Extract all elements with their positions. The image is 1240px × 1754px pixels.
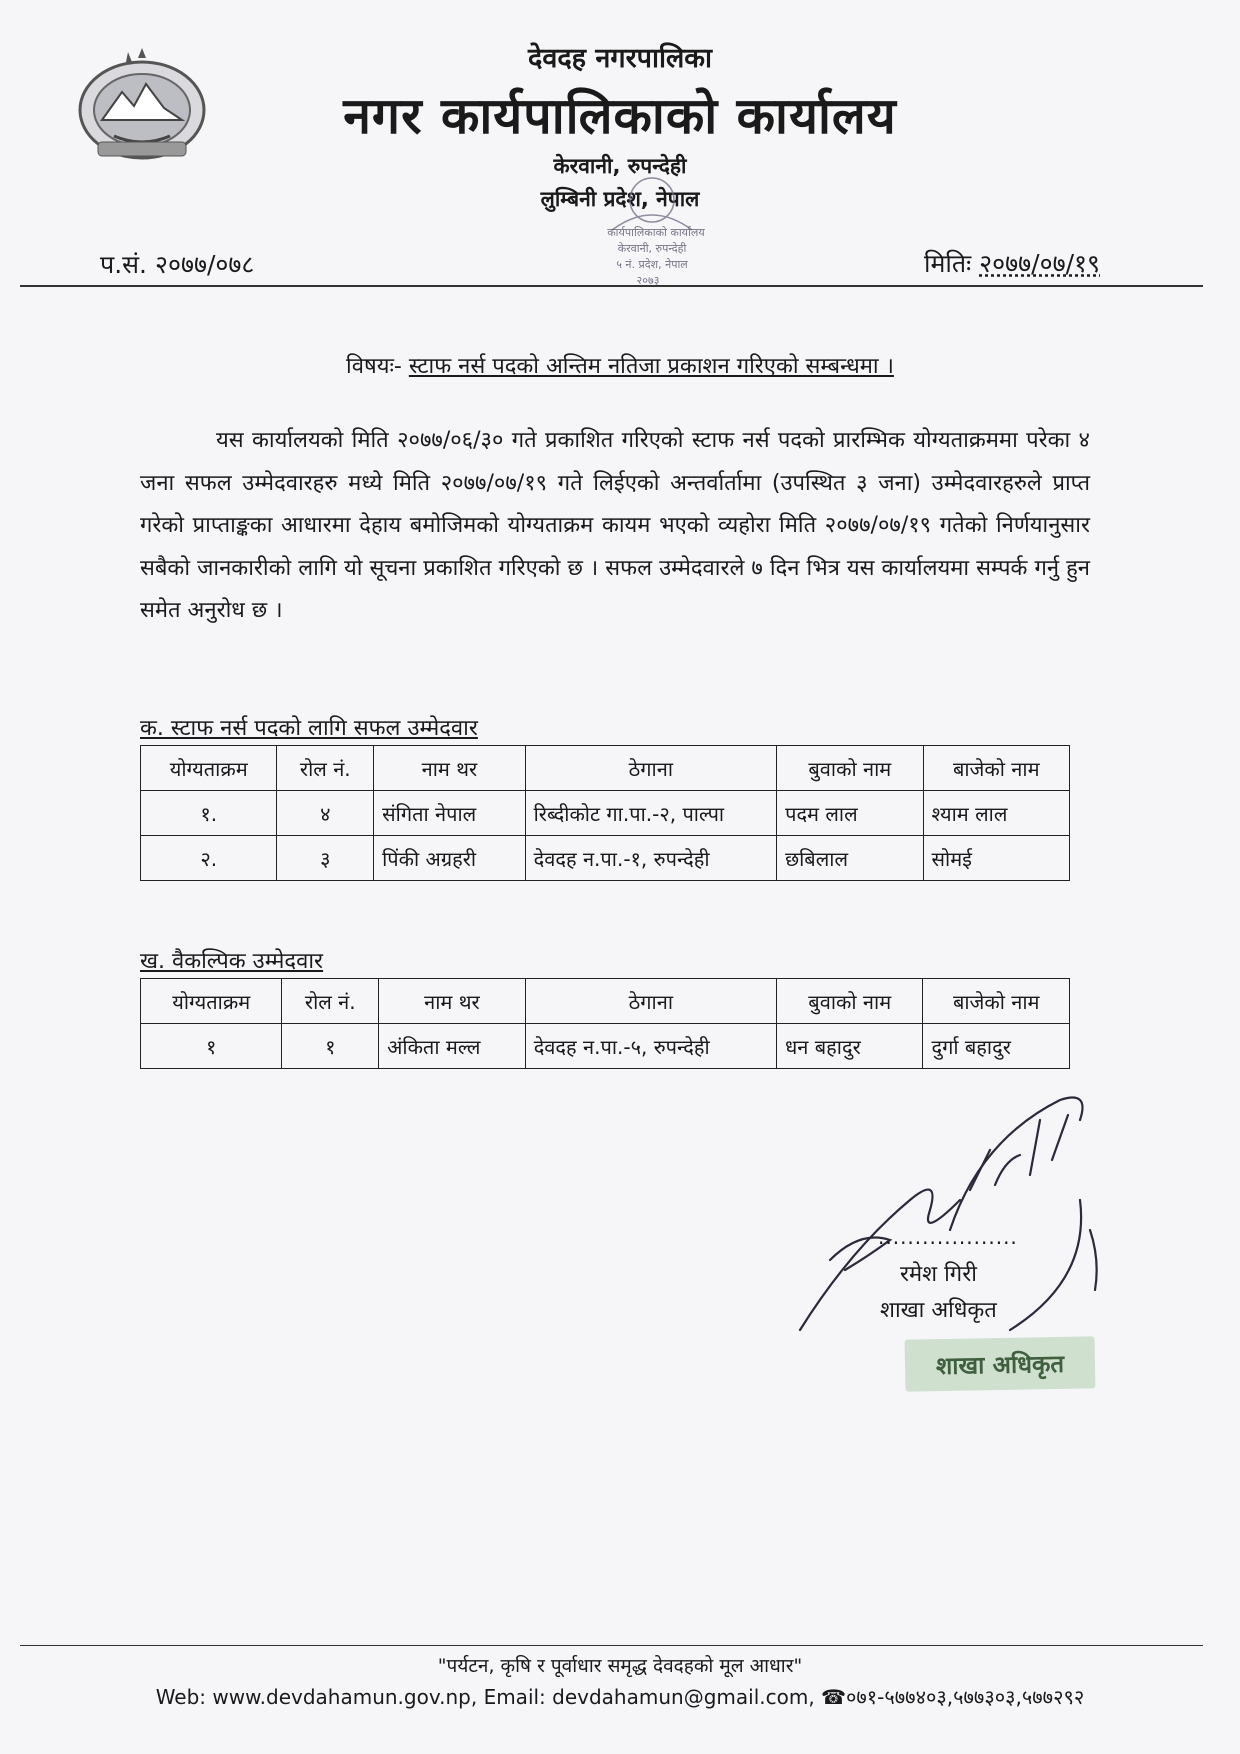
cell-roll: ४ <box>277 791 374 836</box>
letter-date <box>924 246 1100 280</box>
cell-address: देवदह न.पा.-५, रुपन्देही <box>525 1024 776 1069</box>
table-header-row <box>141 746 1070 791</box>
date-value: २०७७/०७/१९ <box>979 249 1100 278</box>
seal-text-line4: २०७३ <box>636 274 660 287</box>
col-grandfather: बाजेको नाम <box>923 979 1070 1024</box>
section-b-title: ख. वैकल्पिक उम्मेदवार <box>140 949 324 974</box>
col-name: नाम थर <box>379 979 526 1024</box>
subject-line <box>0 350 1240 380</box>
cell-roll: १ <box>282 1024 379 1069</box>
cell-address: देवदह न.पा.-१, रुपन्देही <box>525 836 776 881</box>
table-row <box>141 791 1070 836</box>
designation-stamp: शाखा अधिकृत <box>905 1336 1096 1391</box>
col-address: ठेगाना <box>525 979 776 1024</box>
cell-father: छबिलाल <box>777 836 923 881</box>
office-name: नगर कार्यपालिकाको कार्यालय <box>343 87 897 145</box>
cell-roll: ३ <box>277 836 374 881</box>
col-father: बुवाको नाम <box>777 746 923 791</box>
cell-name: अंकिता मल्ल <box>379 1024 526 1069</box>
office-location-line2: लुम्बिनी प्रदेश, नेपाल <box>540 187 700 211</box>
alternate-candidates-table <box>140 978 1070 1069</box>
cell-rank: १. <box>141 791 277 836</box>
footer-divider <box>20 1645 1203 1646</box>
header-divider <box>20 285 1203 287</box>
cell-father: पदम लाल <box>777 791 923 836</box>
cell-rank: १ <box>141 1024 282 1069</box>
col-rank: योग्यताक्रम <box>141 979 282 1024</box>
cell-address: रिब्दीकोट गा.पा.-२, पाल्पा <box>525 791 776 836</box>
col-rank: योग्यताक्रम <box>141 746 277 791</box>
reference-number <box>100 247 254 281</box>
office-location-line1: केरवानी, रुपन्देही <box>553 154 687 178</box>
col-grandfather: बाजेको नाम <box>923 746 1070 791</box>
date-label: मितिः <box>923 249 972 278</box>
col-address: ठेगाना <box>525 746 776 791</box>
col-roll: रोल नं. <box>277 746 374 791</box>
seal-text-line3: ५ नं. प्रदेश, नेपाल <box>616 258 688 271</box>
reference-value: २०७७/०७८ <box>154 250 255 279</box>
reference-label: प.सं. <box>100 250 147 279</box>
cell-grandfather: दुर्गा बहादुर <box>923 1024 1070 1069</box>
successful-candidates-table <box>140 745 1070 881</box>
cell-father: धन बहादुर <box>777 1024 923 1069</box>
office-seal <box>582 160 722 292</box>
footer-motto: "पर्यटन, कृषि र पूर्वाधार समृद्ध देवदहको मूल आधार" <box>437 1655 803 1677</box>
signatory-post: शाखा अधिकृत <box>880 1298 997 1323</box>
subject-label: विषयः- <box>346 354 402 379</box>
signatory-name: रमेश गिरी <box>900 1262 977 1287</box>
col-roll: रोल नं. <box>282 979 379 1024</box>
table-row <box>141 1024 1070 1069</box>
col-father: बुवाको नाम <box>777 979 923 1024</box>
cell-name: संगिता नेपाल <box>374 791 526 836</box>
cell-grandfather: सोमई <box>923 836 1070 881</box>
table-row <box>141 836 1070 881</box>
municipality-name: देवदह नगरपालिका <box>527 43 712 74</box>
signature-line: ................... <box>878 1225 1018 1249</box>
cell-rank: २. <box>141 836 277 881</box>
subject-text: स्टाफ नर्स पदको अन्तिम नतिजा प्रकाशन गरिएको सम्बन्धमा । <box>408 354 894 379</box>
seal-text-line2: केरवानी, रुपन्देही <box>617 242 687 255</box>
notice-body: यस कार्यालयको मिति २०७७/०६/३० गते प्रकाशित गरिएको स्टाफ नर्स पदको प्रारम्भिक योग्यताक्रममा परेका ४ जना सफल उम्मेदवारहरु मध्ये मिति २०७७/०७/१९ गते लिईएको अन्तर्वार्तामा (उपस्थित ३ जना) उम्मेदवारहरुले प्राप्त गरेको प्राप्ताङ्कका आधारमा देहाय बमोजिमको योग्यताक्रम कायम भएको व्यहोरा मिति २०७७/०७/१९ गतेको निर्णयानुसार सबैको जानकारीको लागि यो सूचना प्रकाशित गरिएको छ । सफल उम्मेदवारले ७ दिन भित्र यस कार्यालयमा सम्पर्क गर्नु हुन समेत अनुरोध छ । <box>140 428 1090 623</box>
footer-contact: Web: www.devdahamun.gov.np, Email: devdahamun@gmail.com, ☎०७१-५७७४०३,५७७३०३,५७७२९२ <box>155 1685 1085 1709</box>
table-header-row <box>141 979 1070 1024</box>
cell-grandfather: श्याम लाल <box>923 791 1070 836</box>
cell-name: पिंकी अग्रहरी <box>374 836 526 881</box>
col-name: नाम थर <box>374 746 526 791</box>
seal-text-line1: कार्यपालिकाको कार्यालय <box>607 226 705 239</box>
section-a-title: क. स्टाफ नर्स पदको लागि सफल उम्मेदवार <box>140 716 478 741</box>
